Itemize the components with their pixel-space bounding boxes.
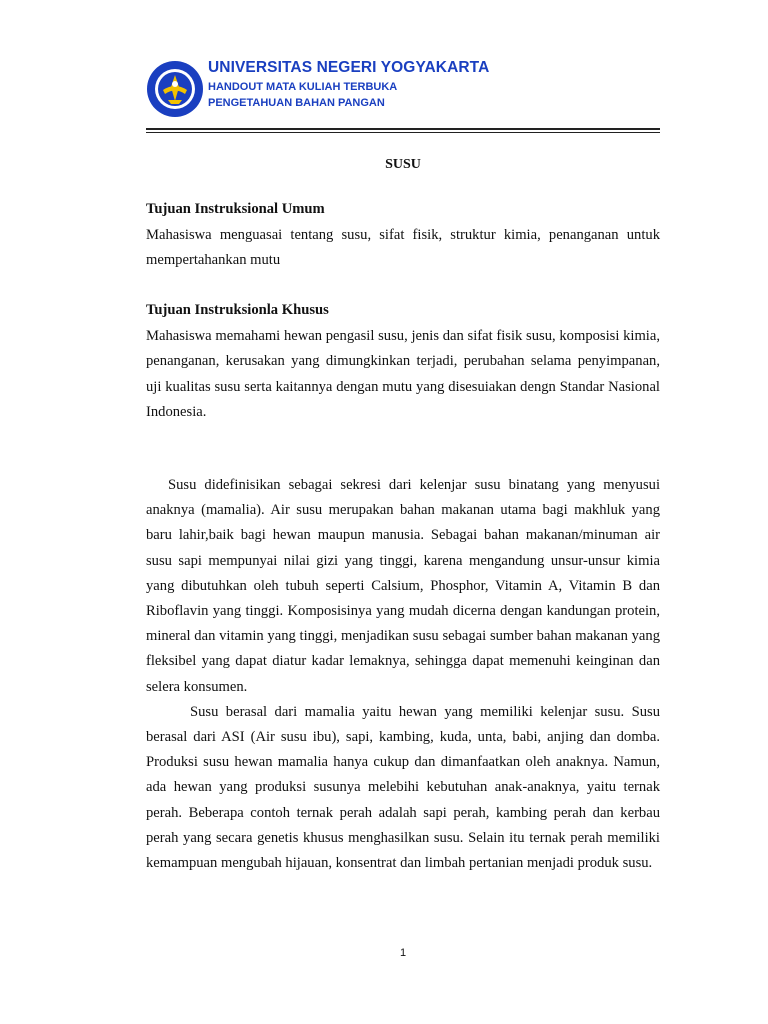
header-rule-thin — [146, 132, 660, 133]
page-number: 1 — [399, 947, 407, 959]
body-paragraph: Susu berasal dari mamalia yaitu hewan yang memiliki kelenjar susu. Susu berasal dari ASI (Air susu ibu), sapi, kambing, kuda, unta, babi, anjing dan domba. Produksi susu hewan mamalia hanya cukup dan dimanfaatkan oleh anaknya. Namun, ada hewan yang produksi susunya melebihi kebutuhan anak-anaknya, yaitu ternak perah. Beberapa contoh ternak perah adalah sapi perah, kambing perah dan kerbau perah yang secara genetis khusus menghasilkan susu. Selain itu ternak perah memiliki kemampuan mengubah hijauan, konsentrat dan limbah pertanian menjadi produk susu. — [146, 703, 660, 872]
section-general-objective — [146, 197, 660, 274]
header-rule-thick — [146, 128, 660, 130]
section-text: Mahasiswa menguasai tentang susu, sifat fisik, struktur kimia, penanganan untuk mempertahankan mutu — [146, 226, 660, 268]
uny-logo-icon — [146, 60, 204, 118]
course-name: PENGETAHUAN BAHAN PANGAN — [208, 97, 385, 109]
body-paragraph: Susu didefinisikan sebagai sekresi dari kelenjar susu binatang yang menyusui anaknya (mamalia). Air susu merupakan bahan makanan utama bagi makhluk yang baru lahir,baik bagi hewan maupun manusia. Sebagai bahan makanan/minuman air susu sapi mempunyai nilai gizi yang tinggi, karena mengandung unsur-unsur kimia yang dibutuhkan oleh tubuh seperti Calsium, Phosphor, Vitamin A, Vitamin B dan Riboflavin yang tinggi. Komposisinya yang mudah dicerna dengan kandungan protein, mineral dan vitamin yang tinggi, menjadikan susu sebagai sumber bahan makanan yang fleksibel yang dapat diatur kadar lemaknya, sehingga dapat memenuhi keinginan dan selera konsumen. — [146, 477, 660, 695]
document-title: SUSU — [385, 157, 421, 172]
document-header — [146, 56, 660, 126]
section-specific-objective — [146, 298, 660, 426]
section-text: Mahasiswa memahami hewan pengasil susu, jenis dan sifat fisik susu, komposisi kimia, penanganan, kerusakan yang dimungkinkan terjadi, perubahan selama penyimpanan, uji kualitas susu serta kaitannya dengan mutu yang disesuiakan dengn Standar Nasional Indonesia. — [146, 327, 660, 420]
section-heading: Tujuan Instruksionla Khusus — [146, 302, 329, 318]
document-body — [146, 473, 660, 876]
section-heading: Tujuan Instruksional Umum — [146, 201, 325, 217]
university-name: UNIVERSITAS NEGERI YOGYAKARTA — [208, 59, 490, 76]
handout-label: HANDOUT MATA KULIAH TERBUKA — [208, 81, 398, 93]
